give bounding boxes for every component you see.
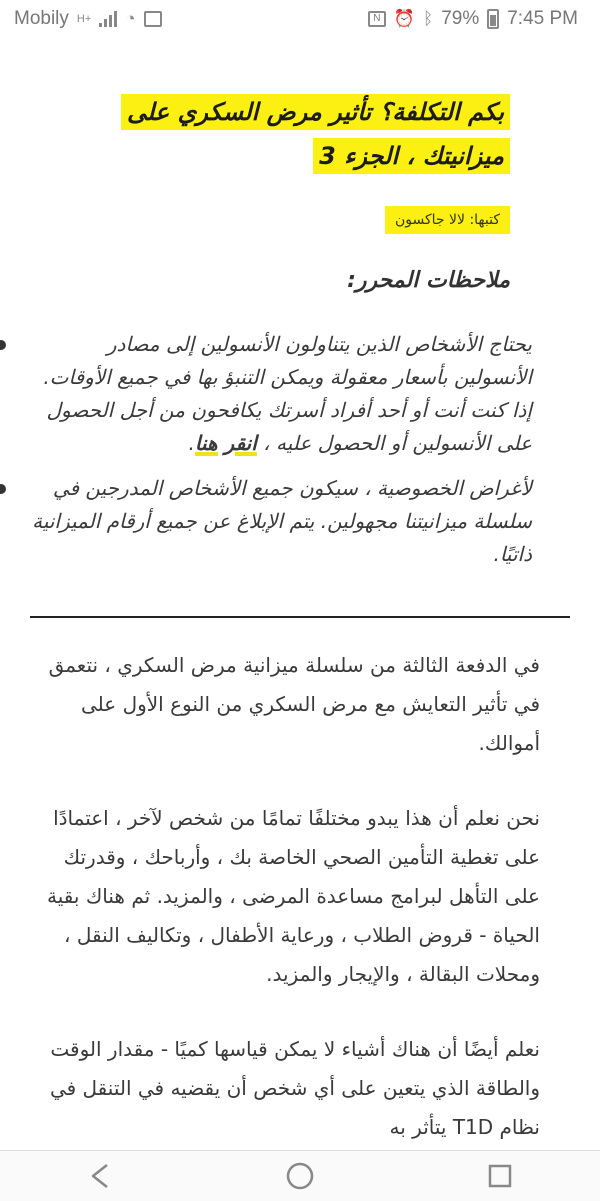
bluetooth-icon: ᛒ: [423, 9, 434, 28]
editor-note: [30, 472, 532, 571]
article-body: [34, 646, 540, 1150]
article-view[interactable]: [0, 38, 600, 1150]
status-right: [368, 8, 578, 30]
back-icon: [89, 1163, 111, 1189]
notification-icon: [144, 11, 162, 27]
title-line-1: بكم التكلفة؟ تأثير مرض السكري على: [121, 94, 510, 130]
status-bar: [0, 0, 600, 38]
status-left: [14, 8, 162, 30]
editor-notes-heading: ملاحظات المحرر:: [347, 268, 510, 293]
battery-percent: 79%: [441, 8, 480, 29]
editor-notes-list: [30, 328, 532, 583]
nfc-icon: N: [368, 11, 386, 27]
note-text-end: .: [188, 431, 195, 455]
note-text: لأغراض الخصوصية ، سيكون جميع الأشخاص المدرجين في سلسلة ميزانيتنا مجهولين. يتم الإبلاغ عن جميع أرقام الميزانية ذاتيًا.: [32, 476, 532, 566]
section-divider: [30, 616, 570, 618]
battery-icon: [487, 9, 499, 29]
carrier-name: Mobily: [14, 8, 69, 29]
alarm-icon: ⏰: [393, 9, 415, 28]
navigation-bar: [0, 1150, 600, 1201]
back-button[interactable]: [70, 1156, 130, 1196]
note-text: يحتاج الأشخاص الذين يتناولون الأنسولين إلى مصادر الأنسولين بأسعار معقولة ويمكن التنبؤ بها في جميع الأوقات. إذا كنت أنت أو أحد أفراد أسرتك يكافحون من أجل الحصول على الأنسولين أو الحصول عليه ،: [43, 332, 532, 455]
recents-button[interactable]: [470, 1156, 530, 1196]
paragraph: نحن نعلم أن هذا يبدو مختلفًا تمامًا من شخص لآخر ، اعتمادًا على تغطية التأمين الصحي الخاصة بك ، وأرباحك ، وقدرتك على التأهل لبرامج مساعدة المرضى ، والمزيد. ثم هناك بقية الحياة - قروض الطلاب ، ورعاية الأطفال ، وتكاليف النقل ، ومحلات البقالة ، والإيجار والمزيد.: [47, 806, 540, 986]
wifi-icon: ◔: [125, 9, 136, 28]
bullet-icon: [0, 340, 6, 350]
clock: 7:45 PM: [507, 8, 578, 29]
article-title: [30, 90, 510, 178]
byline: كتبها: لالا جاكسون: [385, 206, 510, 234]
bullet-icon: [0, 484, 6, 494]
paragraph: في الدفعة الثالثة من سلسلة ميزانية مرض السكري ، نتعمق في تأثير التعايش مع مرض السكري من النوع الأول على أموالك.: [48, 653, 540, 755]
signal-icon: [99, 11, 117, 27]
editor-note: [30, 328, 532, 460]
paragraph: نعلم أيضًا أن هناك أشياء لا يمكن قياسها كميًا - مقدار الوقت والطاقة الذي يتعين على أي شخص أن يقضيه في التنقل في نظام T1D يتأثر به: [49, 1037, 540, 1139]
home-icon: [285, 1161, 315, 1191]
network-type: H+: [76, 13, 92, 25]
title-line-2: ميزانيتك ، الجزء 3: [313, 138, 510, 174]
home-button[interactable]: [270, 1156, 330, 1196]
recents-icon: [487, 1163, 513, 1189]
click-here-link[interactable]: انقر هنا: [194, 431, 257, 455]
